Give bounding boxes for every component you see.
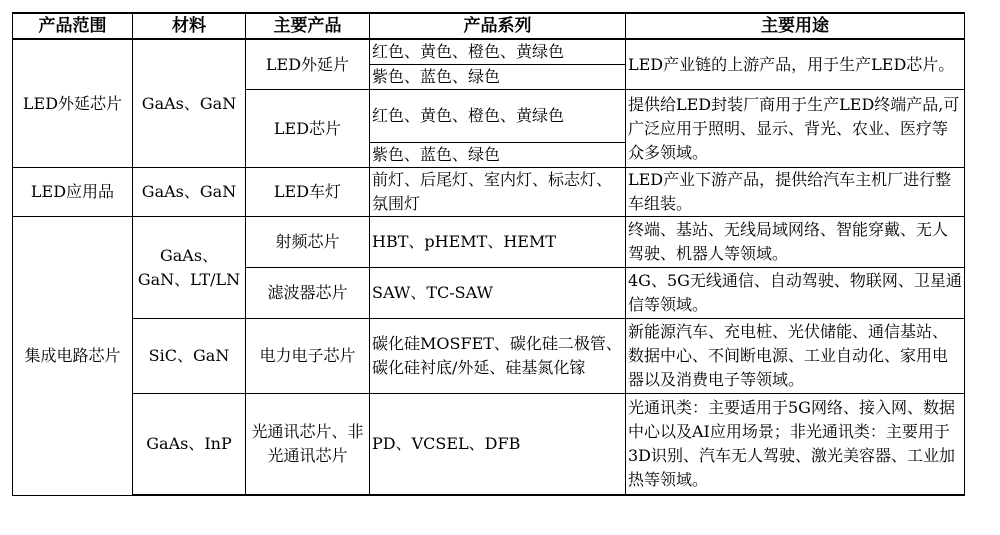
series-optical-chip: PD、VCSEL、DFB	[370, 394, 626, 496]
series-rf-chip: HBT、pHEMT、HEMT	[370, 217, 626, 268]
table-row	[13, 319, 965, 394]
usage-rf-chip: 终端、基站、无线局域网络、智能穿戴、无人驾驶、机器人等领域。	[626, 217, 965, 268]
product-led-chip: LED芯片	[246, 90, 370, 168]
usage-led-epi: LED产业链的上游产品，用于生产LED芯片。	[626, 39, 965, 90]
series-led-chip-2: 紫色、蓝色、绿色	[370, 143, 626, 168]
table-row	[13, 394, 965, 496]
usage-led-car-light: LED产业下游产品，提供给汽车主机厂进行整车组装。	[626, 168, 965, 217]
material-optical: GaAs、InP	[133, 394, 246, 496]
material-led-app: GaAs、GaN	[133, 168, 246, 217]
usage-filter-chip: 4G、5G无线通信、自动驾驶、物联网、卫星通信等领域。	[626, 268, 965, 319]
product-led-epi: LED外延片	[246, 39, 370, 90]
header-main-product: 主要产品	[246, 13, 370, 39]
usage-optical-chip: 光通讯类：主要适用于5G网络、接入网、数据中心以及AI应用场景；非光通讯类：主要用于3D识别、汽车无人驾驶、激光美容器、工业加热等领域。	[626, 394, 965, 496]
product-led-car-light: LED车灯	[246, 168, 370, 217]
header-series: 产品系列	[370, 13, 626, 39]
material-power: SiC、GaN	[133, 319, 246, 394]
scope-led-chip: LED外延芯片	[13, 39, 133, 168]
material-led-chip: GaAs、GaN	[133, 39, 246, 168]
series-led-car-light: 前灯、后尾灯、室内灯、标志灯、氛围灯	[370, 168, 626, 217]
header-row	[13, 13, 965, 39]
series-power-chip: 碳化硅MOSFET、碳化硅二极管、碳化硅衬底/外延、硅基氮化镓	[370, 319, 626, 394]
series-led-epi-2: 紫色、蓝色、绿色	[370, 65, 626, 90]
table-row	[13, 217, 965, 268]
table-row	[13, 39, 965, 65]
usage-power-chip: 新能源汽车、充电桩、光伏储能、通信基站、数据中心、不间断电源、工业自动化、家用电器以及消费电子等领域。	[626, 319, 965, 394]
scope-ic: 集成电路芯片	[13, 217, 133, 496]
product-table	[12, 12, 965, 496]
material-rf: GaAs、GaN、LT/LN	[133, 217, 246, 319]
series-filter-chip: SAW、TC-SAW	[370, 268, 626, 319]
header-material: 材料	[133, 13, 246, 39]
product-optical-chip: 光通讯芯片、非光通讯芯片	[246, 394, 370, 496]
product-power-chip: 电力电子芯片	[246, 319, 370, 394]
product-filter-chip: 滤波器芯片	[246, 268, 370, 319]
series-led-chip-1: 红色、黄色、橙色、黄绿色	[370, 90, 626, 143]
usage-led-chip: 提供给LED封装厂商用于生产LED终端产品,可广泛应用于照明、显示、背光、农业、医疗等众多领域。	[626, 90, 965, 168]
series-led-epi-1: 红色、黄色、橙色、黄绿色	[370, 39, 626, 65]
scope-led-app: LED应用品	[13, 168, 133, 217]
header-usage: 主要用途	[626, 13, 965, 39]
header-scope: 产品范围	[13, 13, 133, 39]
product-rf-chip: 射频芯片	[246, 217, 370, 268]
table-row	[13, 168, 965, 217]
